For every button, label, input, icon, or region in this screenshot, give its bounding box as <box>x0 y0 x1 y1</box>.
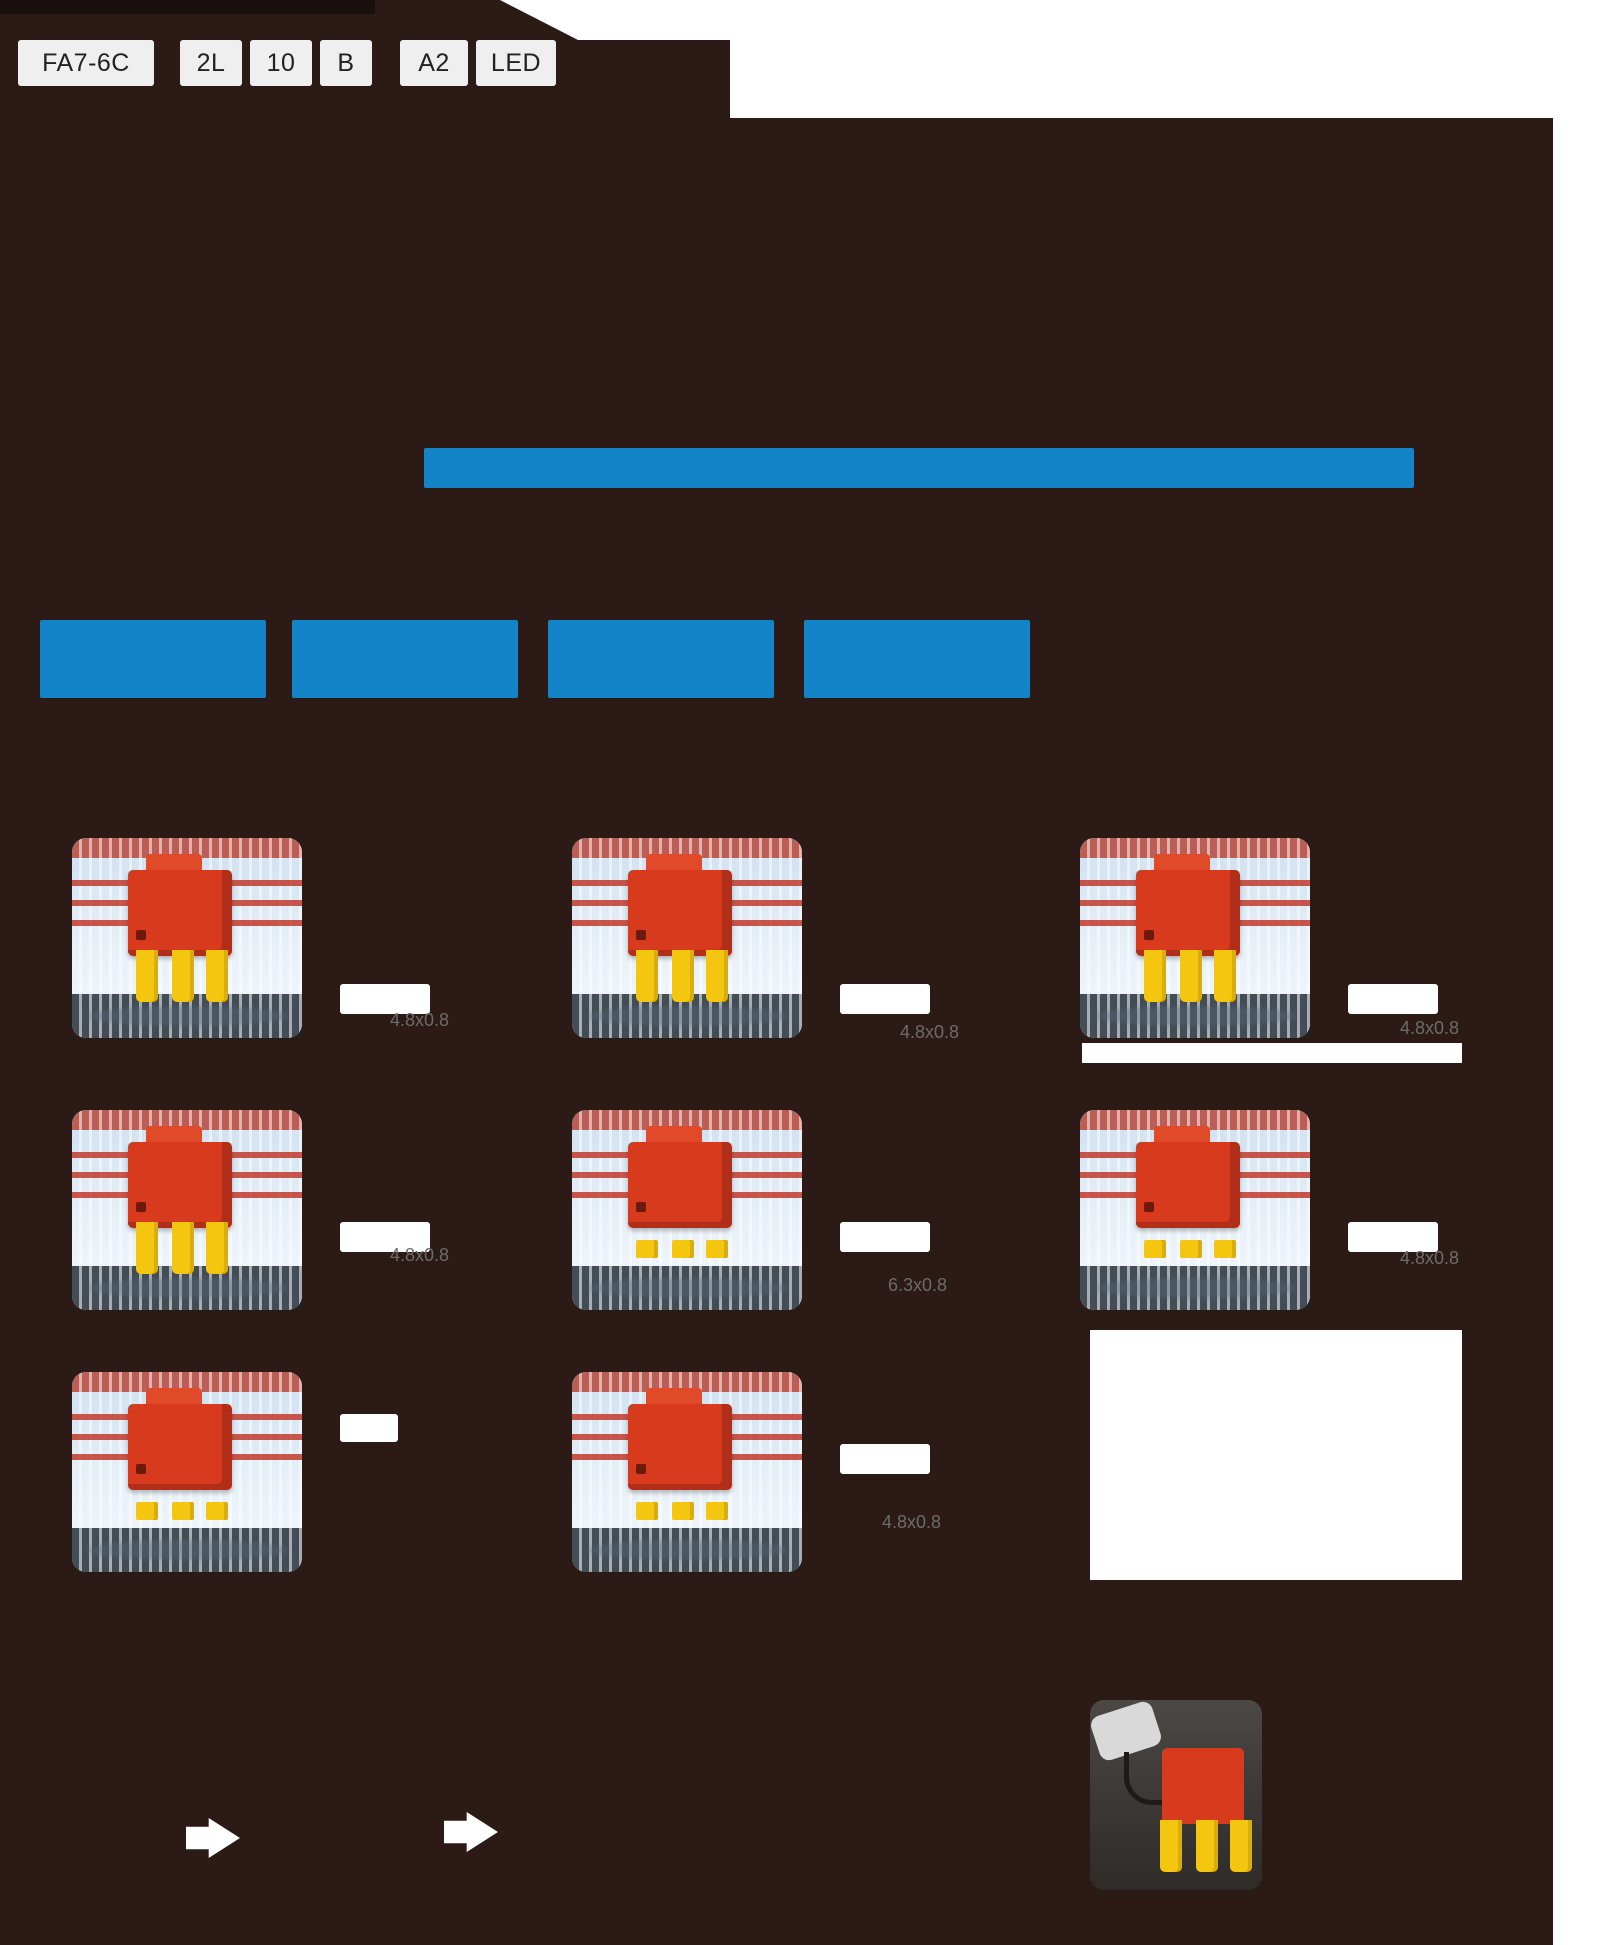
product-photo <box>572 1372 802 1572</box>
chip-series[interactable]: B <box>320 40 372 86</box>
dimension-label-8: 4.8x0.8 <box>882 1512 942 1532</box>
photo-callout-tag <box>1348 984 1438 1014</box>
dimension-label-3: 4.8x0.8 <box>1400 1018 1460 1038</box>
photo-callout-tag <box>840 1222 930 1252</box>
notes-panel <box>1090 1330 1462 1580</box>
assembly-photo[interactable] <box>1090 1700 1262 1890</box>
redacted-column-header-4 <box>804 620 1030 698</box>
dimension-label-5: 6.3x0.8 <box>888 1275 948 1295</box>
dimension-label-1: 4.8x0.8 <box>390 1010 450 1030</box>
redacted-column-header-3 <box>548 620 774 698</box>
header-rule <box>0 0 375 14</box>
redacted-column-header-1 <box>40 620 266 698</box>
product-photo <box>572 1110 802 1310</box>
dimension-label-2: 4.8x0.8 <box>900 1022 960 1042</box>
switch-body <box>1162 1748 1244 1824</box>
product-photo <box>572 838 802 1038</box>
chip-variant[interactable]: A2 <box>400 40 468 86</box>
product-photo <box>72 838 302 1038</box>
chip-poles[interactable]: 2L <box>180 40 242 86</box>
redacted-column-header-2 <box>292 620 518 698</box>
chip-lamp[interactable]: LED <box>476 40 556 86</box>
switch-pins <box>1156 1820 1246 1870</box>
redacted-heading <box>424 448 1414 488</box>
product-photo <box>72 1110 302 1310</box>
photo-callout-tag <box>840 1444 930 1474</box>
dimension-label-4: 4.8x0.8 <box>390 1245 450 1265</box>
chip-current[interactable]: 10 <box>250 40 312 86</box>
product-photo <box>1080 838 1310 1038</box>
product-photo <box>1080 1110 1310 1310</box>
dimension-label-6: 4.8x0.8 <box>1400 1248 1460 1268</box>
chip-part-number[interactable]: FA7-6C <box>18 40 154 86</box>
photo-callout-tag <box>340 1414 398 1442</box>
product-photo <box>72 1372 302 1572</box>
row-divider-block <box>1082 1043 1462 1063</box>
photo-callout-tag <box>840 984 930 1014</box>
